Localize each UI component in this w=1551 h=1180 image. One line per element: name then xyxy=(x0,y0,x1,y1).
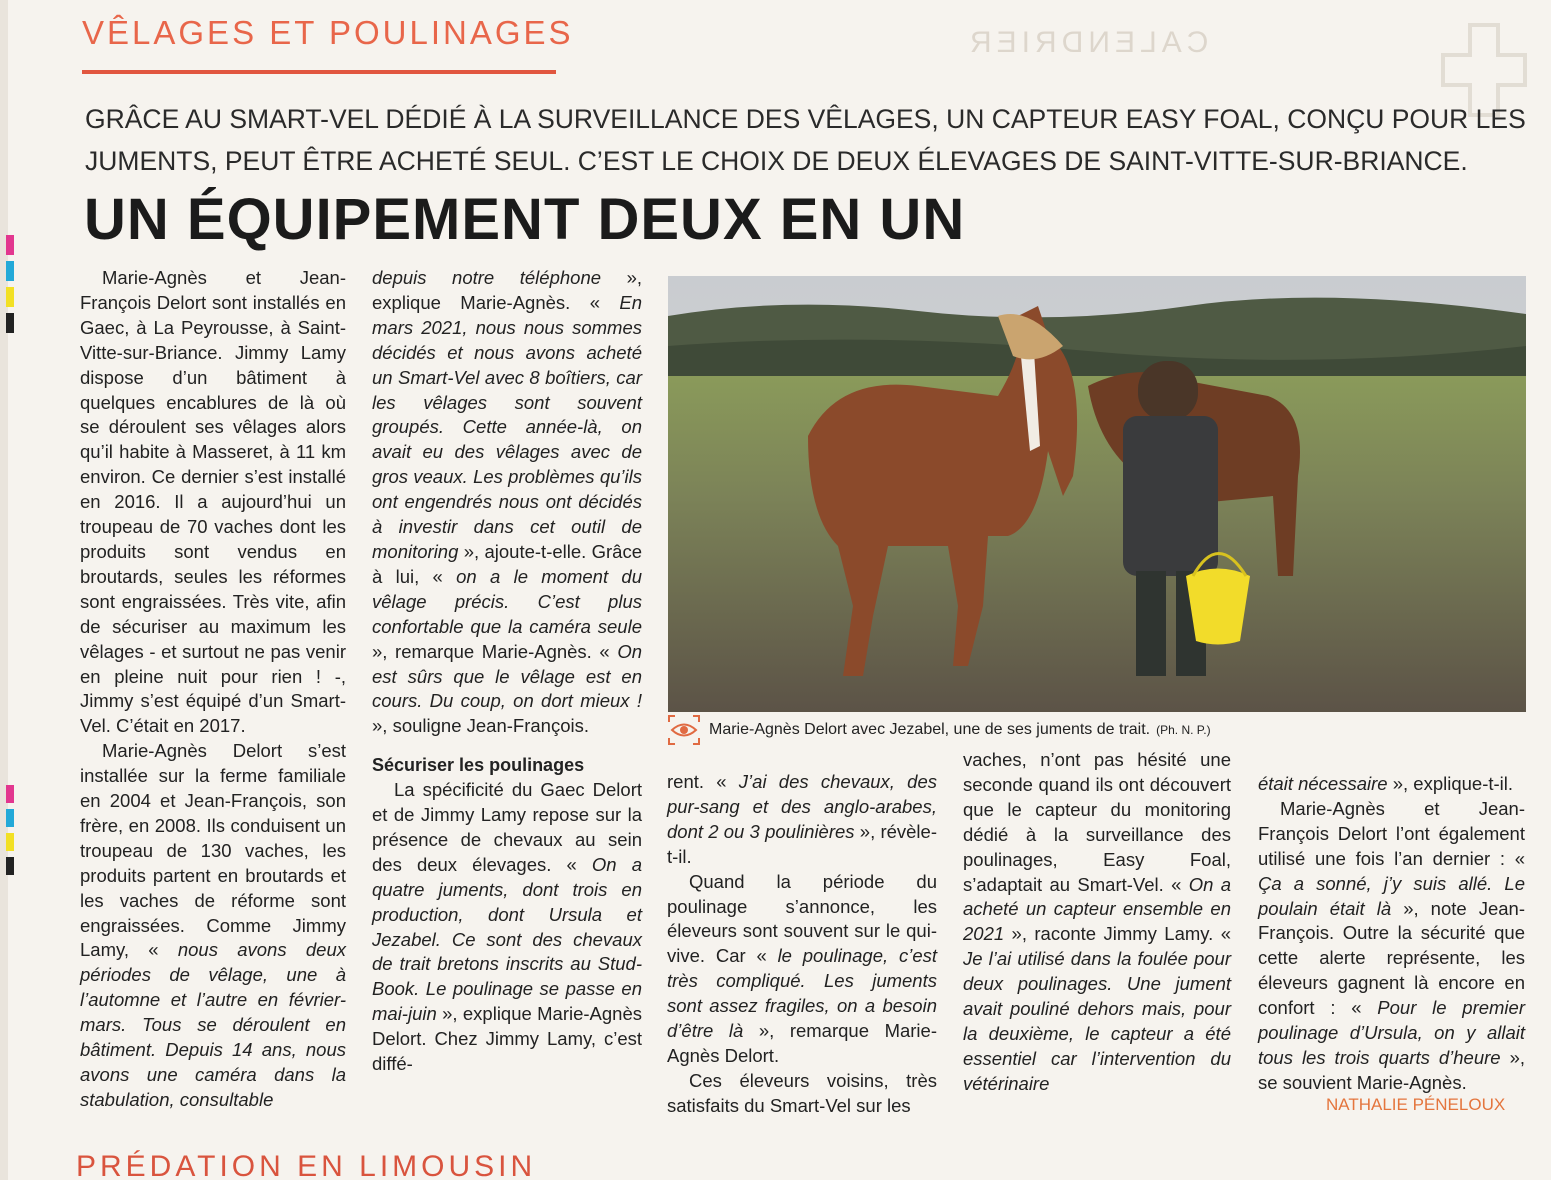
caption-text: Marie-Agnès Delort avec Jezabel, une de ses juments de trait. xyxy=(709,721,1151,738)
section-rubric: VÊLAGES ET POULINAGES xyxy=(82,14,574,51)
page-edge xyxy=(0,0,8,1180)
paragraph: vaches, n’ont pas hésité une seconde quand ils ont découvert que le capteur du monitoring dédié à la surveillance des poulinages, Easy Foal, s’adaptait au Smart-Vel. « On a acheté un capteur ensemble en 2021 », raconte Jimmy Lamy. « Je l’ai utilisé dans la foulée pour deux poulinages. Une jument avait pouliné dehors mais, pour la deuxième, le capteur a été essentiel car l’intervention du vétérinaire xyxy=(963,749,1231,1094)
rubric-underline xyxy=(82,70,556,74)
paragraph: Ces éleveurs voisins, très satisfaits du Smart-Vel sur les xyxy=(667,1069,937,1116)
article-column-4 xyxy=(963,748,1231,1097)
paragraph: rent. « J’ai des chevaux, des pur-sang et des anglo-arabes, dont 2 ou 3 poulinières », révèle-t-il. xyxy=(667,771,937,867)
photo-credit: (Ph. N. P.) xyxy=(1156,723,1211,737)
print-registration-marks xyxy=(6,235,14,339)
photo-caption xyxy=(667,712,1527,748)
print-registration-marks-lower xyxy=(6,785,14,881)
paragraph: était nécessaire », explique-t-il. xyxy=(1258,773,1514,794)
paragraph: Marie-Agnès et Jean-François Delort l’ont également utilisé une fois l’an dernier : « Ça a sonné, j’y suis allé. Le poulain était là », note Jean-François. Outre la sécurité que cette alerte représente, les éleveurs gagnent là encore en confort : « Pour le premier poulinage d’Ursula, on y allait tous les trois quarts d’heure », se souvient Marie-Agnès. xyxy=(1258,797,1526,1093)
bleed-through-text: CALENDRIER xyxy=(965,26,1209,59)
article-column-5 xyxy=(1258,772,1525,1096)
author-signature: NATHALIE PÉNELOUX xyxy=(1326,1095,1506,1114)
article-headline: UN ÉQUIPEMENT DEUX EN UN xyxy=(84,187,966,252)
paragraph: Quand la période du poulinage s’annonce, les éleveurs sont souvent sur le qui-vive. Car « le poulinage, c’est très compliqué. Les juments sont assez fragiles, on a besoin d’être là », remarque Marie-Agnès Delort. xyxy=(667,870,937,1066)
article-column-1 xyxy=(80,266,346,1113)
article-standfirst: GRÂCE AU SMART-VEL DÉDIÉ À LA SURVEILLANCE DES VÊLAGES, UN CAPTEUR EASY FOAL, CONÇU POUR LES JUMENTS, PEUT ÊTRE ACHETÉ SEUL. C’EST LE CHOIX DE DEUX ÉLEVAGES DE SAINT-VITTE-SUR-BRIANCE. xyxy=(85,104,1526,176)
next-article-rubric: PRÉDATION EN LIMOUSIN xyxy=(76,1150,537,1180)
paragraph: Marie-Agnès et Jean-François Delort sont installés en Gaec, à La Peyrousse, à Saint-Vitte-sur-Briance. Jimmy Lamy dispose d’un bâtiment à quelques encablures de là où se déroulent ses vêlages alors qu’il habite à Masseret, à 11 km environ. Ce dernier s’est installé en 2016. Il a aujourd’hui un troupeau de 70 vaches dont les produits sont vendus en broutards, seules les réformes sont engraissées. Très vite, afin de sécuriser au maximum les vêlages - et surtout ne pas venir en pleine nuit pour rien ! -, Jimmy s’est équipé d’un Smart-Vel. C’était en 2017. xyxy=(80,267,346,737)
subheading: Sécuriser les poulinages xyxy=(372,755,585,776)
article-column-3 xyxy=(667,770,937,1119)
eye-icon xyxy=(667,714,701,746)
article-column-2 xyxy=(372,266,642,1077)
paragraph: Marie-Agnès Delort s’est installée sur la ferme familiale en 2004 et Jean-François, son frère, en 2008. Ils conduisent un troupeau de 130 vaches, les produits partent en broutards et les vaches de réforme sont engraissées. Comme Jimmy Lamy, « nous avons deux périodes de vêlage, une à l’automne et l’autre en février-mars. Tous se déroulent en bâtiment. Depuis 14 ans, nous avons une caméra dans la stabulation, consultable xyxy=(80,740,346,1110)
article-photo xyxy=(668,276,1526,712)
paragraph: depuis notre téléphone », explique Marie-Agnès. « En mars 2021, nous nous sommes décidés et nous avons acheté un Smart-Vel avec 8 boîtiers, car les vêlages sont souvent groupés. Cette année-là, on avait eu des vêlages avec de gros veaux. Les problèmes qu’ils ont engendrés nous ont décidés à investir dans cet outil de monitoring », ajoute-t-elle. Grâce à lui, « on a le moment du vêlage précis. C’est plus confortable que la caméra seule », remarque Marie-Agnès. « On est sûrs que le vêlage est en cours. Du coup, on dort mieux ! », souligne Jean-François. xyxy=(372,267,642,737)
paragraph: La spécificité du Gaec Delort et de Jimmy Lamy repose sur la présence de chevaux au sein des deux élevages. « On a quatre juments, dont trois en production, dont Ursula et Jezabel. Ce sont des chevaux de trait bretons inscrits au Stud-Book. Le poulinage se passe en mai-juin », explique Marie-Agnès Delort. Chez Jimmy Lamy, c’est diffé- xyxy=(372,779,642,1075)
